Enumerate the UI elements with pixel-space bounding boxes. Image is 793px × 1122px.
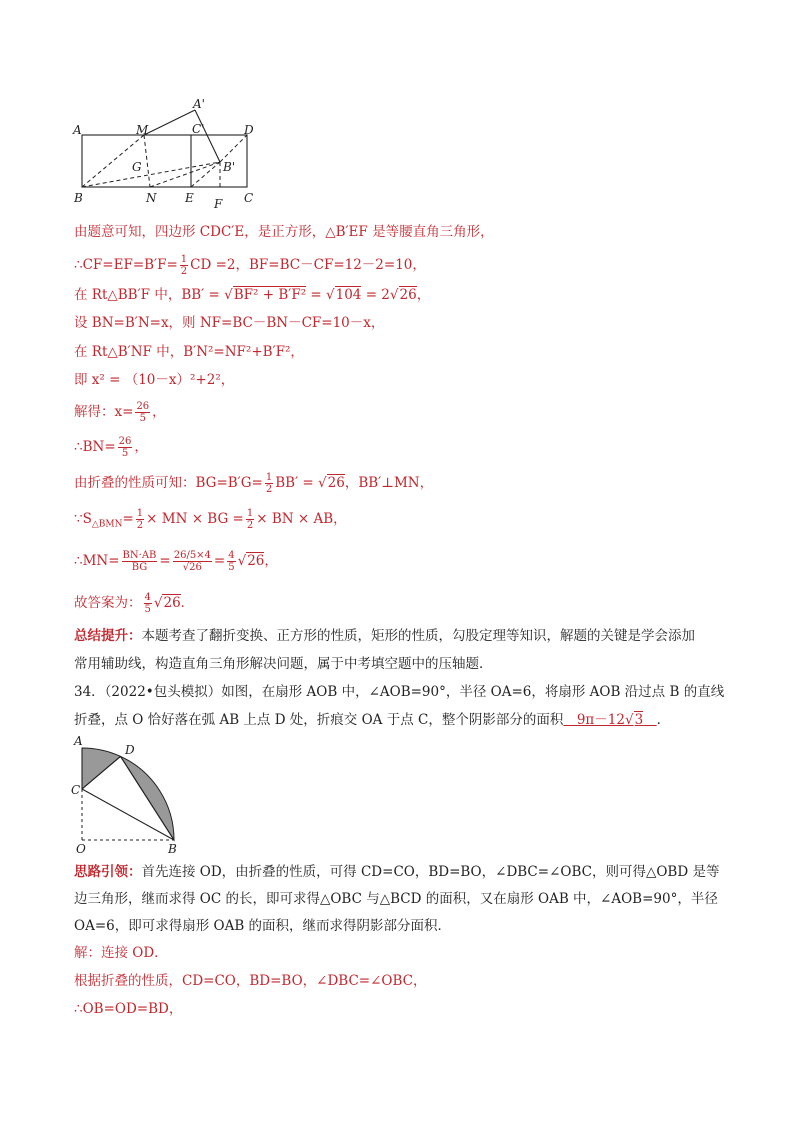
solution-line-6 bbox=[74, 370, 754, 390]
text: 在 Rt△B′NF 中，B′N²=NF²+B′F²， bbox=[74, 344, 304, 360]
fraction-half bbox=[265, 472, 273, 495]
fraction-half bbox=[246, 508, 254, 531]
figure-rectangle-fold bbox=[70, 92, 270, 210]
numerator: 26 bbox=[136, 401, 150, 412]
text: 由题意可知，四边形 CDC′E，是正方形，△B′EF 是等腰直角三角形， bbox=[74, 224, 494, 240]
numerator: 1 bbox=[136, 508, 144, 519]
label-B: B bbox=[74, 191, 83, 205]
fraction-half bbox=[180, 254, 188, 277]
solution-line-5 bbox=[74, 342, 754, 362]
solution-line-2 bbox=[74, 254, 754, 277]
text: 由折叠的性质可知：BG=B′G= bbox=[74, 475, 263, 491]
label-A: A bbox=[74, 734, 83, 748]
solution-line-7 bbox=[74, 401, 754, 424]
label-B-prime: B' bbox=[223, 160, 236, 174]
denominator: 2 bbox=[246, 520, 254, 531]
denominator: 2 bbox=[265, 484, 273, 495]
text: 在 Rt△BB′F 中，BB′ = bbox=[74, 287, 225, 303]
label-G: G bbox=[132, 160, 142, 174]
text: 9π－12 bbox=[563, 712, 625, 728]
question-34-line-1 bbox=[74, 682, 754, 702]
label-N: N bbox=[146, 191, 157, 205]
label-F: F bbox=[214, 197, 223, 210]
sqrt-radicand: 3 bbox=[634, 712, 644, 728]
fraction-mn-2 bbox=[173, 550, 212, 573]
subscript: △BMN bbox=[91, 519, 123, 530]
solution-line-11: ∴MN= $\frac{BN\cdot AB}{BG}$ = $\frac{26/5\times 4}{√26}$ = $\frac{4}{5}$ √26， bbox=[74, 550, 278, 573]
fraction-x bbox=[135, 401, 150, 424]
text: 本题考查了翻折变换、正方形的性质，矩形的性质，勾股定理等知识，解题的关键是学会添加 bbox=[141, 628, 695, 644]
text: = bbox=[159, 553, 171, 569]
denominator: BG bbox=[131, 562, 148, 573]
text: ∴CF=EF=B′F= bbox=[74, 257, 178, 273]
text: 34．（2022•包头模拟）如图，在扇形 AOB 中，∠AOB=90°，半径 OA=6，将扇形 AOB 沿过点 B 的直线 bbox=[74, 684, 725, 700]
text: 即 x² = （10－x）²+2²， bbox=[74, 372, 235, 388]
text: BB′ = bbox=[275, 475, 319, 491]
hint-line-1 bbox=[74, 862, 754, 882]
label-D: D bbox=[125, 743, 135, 757]
sqrt-radicand: 26 bbox=[327, 475, 345, 491]
fraction-four-fifths bbox=[144, 592, 152, 615]
text: ∴BN= bbox=[74, 439, 116, 455]
text: ，BB′⊥MN， bbox=[344, 475, 434, 491]
sqrt-radicand: 104 bbox=[335, 287, 362, 303]
text: 解得：x= bbox=[74, 404, 134, 420]
text: 边三角形，继而求得 OC 的长，即可求得△OBC 与△BCD 的面积，又在扇形 OAB 中，∠AOB=90°，半径 bbox=[74, 891, 718, 907]
text: OA=6，即可求得扇形 OAB 的面积，继而求得阴影部分面积． bbox=[74, 918, 452, 934]
fraction-bn bbox=[118, 436, 133, 459]
text: 设 BN=B′N=x，则 NF=BC－BN－CF=10－x， bbox=[74, 315, 385, 331]
text: ． bbox=[180, 595, 195, 611]
label-C-prime: C' bbox=[192, 122, 205, 136]
denominator: 5 bbox=[144, 604, 151, 615]
solution-answer: 故答案为： $\frac{4}{5}$ √26． bbox=[74, 592, 195, 615]
solution-line-3: 在 Rt△BB′F 中，BB′ = √BF² + B′F² = √104 = 2√26， bbox=[74, 287, 431, 303]
label-B: B bbox=[168, 842, 177, 856]
text: ∵S bbox=[74, 511, 92, 527]
label-A: A bbox=[73, 123, 82, 137]
denominator: 5 bbox=[121, 448, 129, 459]
text: × BN × AB， bbox=[256, 511, 347, 527]
text: CD =2，BF=BC－CF=12－2=10， bbox=[190, 257, 426, 273]
solution-34-line-1 bbox=[74, 943, 754, 963]
question-34-line-2 bbox=[74, 710, 754, 730]
sqrt-radicand: 26 bbox=[247, 553, 265, 569]
numerator: 26 bbox=[118, 436, 132, 447]
text: ∴OB=OD=BD， bbox=[74, 1001, 183, 1017]
numerator: 26/5×4 bbox=[173, 550, 211, 561]
fraction-four-fifths bbox=[227, 550, 235, 573]
text: = bbox=[213, 553, 226, 569]
summary-label: 总结提升： bbox=[74, 628, 142, 644]
fraction-mn bbox=[122, 550, 158, 573]
numerator: 1 bbox=[265, 472, 273, 483]
denominator: 2 bbox=[180, 266, 188, 277]
denominator: 5 bbox=[139, 413, 146, 424]
text bbox=[643, 712, 657, 728]
figure-sector-fold bbox=[70, 732, 185, 856]
hint-label: 思路引领： bbox=[74, 864, 142, 880]
text: 解：连接 OD． bbox=[74, 945, 168, 961]
hint-line-3 bbox=[74, 916, 754, 936]
sqrt-radicand: BF² + B′F² bbox=[233, 287, 307, 303]
text: 折叠，点 O 恰好落在弧 AB 上点 D 处，折痕交 OA 于点 C，整个阴影部分的面积 bbox=[74, 712, 564, 728]
label-E: E bbox=[185, 191, 194, 205]
sqrt-radicand: 26 bbox=[163, 595, 181, 611]
shaded-region-1 bbox=[82, 748, 121, 789]
summary-line-2 bbox=[74, 654, 754, 674]
summary-line-1 bbox=[74, 626, 754, 646]
text: ． bbox=[656, 712, 671, 728]
numerator: 4 bbox=[144, 592, 151, 603]
numerator: 4 bbox=[228, 550, 235, 561]
solution-line-1 bbox=[74, 222, 754, 242]
sqrt-radicand: 26 bbox=[399, 287, 417, 303]
text: ∴MN= bbox=[74, 553, 120, 569]
text: = bbox=[122, 511, 134, 527]
solution-line-4 bbox=[74, 313, 754, 333]
text: ， bbox=[416, 287, 431, 303]
fraction-half bbox=[136, 508, 144, 531]
answer-blank: 9π－12√3 bbox=[563, 711, 656, 728]
numerator: BN·AB bbox=[122, 550, 157, 561]
text: ， bbox=[134, 439, 148, 455]
solution-line-10 bbox=[74, 508, 754, 535]
text: = bbox=[306, 287, 327, 303]
text: × MN × BG = bbox=[146, 511, 244, 527]
label-O: O bbox=[76, 842, 86, 856]
text: ， bbox=[264, 553, 278, 569]
label-C: C bbox=[71, 783, 81, 797]
hint-line-2 bbox=[74, 889, 754, 909]
text: ， bbox=[152, 404, 166, 420]
label-M: M bbox=[136, 123, 149, 137]
label-D: D bbox=[244, 123, 254, 137]
solution-line-9: 由折叠的性质可知：BG=B′G= $\frac{1}{2}$ BB′ = √26，BB′⊥MN， bbox=[74, 472, 434, 495]
text: 常用辅助线，构造直角三角形解决问题，属于中考填空题中的压轴题． bbox=[74, 656, 493, 672]
denominator: 5 bbox=[228, 562, 235, 573]
numerator: 1 bbox=[246, 508, 254, 519]
text: 故答案为： bbox=[74, 595, 142, 611]
denominator: 2 bbox=[136, 520, 144, 531]
text: = 2 bbox=[361, 287, 390, 303]
text: 根据折叠的性质，CD=CO，BD=BO，∠DBC=∠OBC， bbox=[74, 973, 427, 989]
numerator: 1 bbox=[180, 254, 188, 265]
label-A-prime: A' bbox=[193, 97, 205, 111]
solution-line-8 bbox=[74, 436, 754, 459]
label-C: C bbox=[244, 191, 254, 205]
text: 首先连接 OD，由折叠的性质，可得 CD=CO，BD=BO，∠DBC=∠OBC，则可得△OBD 是等 bbox=[141, 864, 720, 880]
denominator: √26 bbox=[182, 562, 202, 573]
solution-34-line-2 bbox=[74, 971, 754, 991]
solution-34-line-3 bbox=[74, 999, 754, 1019]
